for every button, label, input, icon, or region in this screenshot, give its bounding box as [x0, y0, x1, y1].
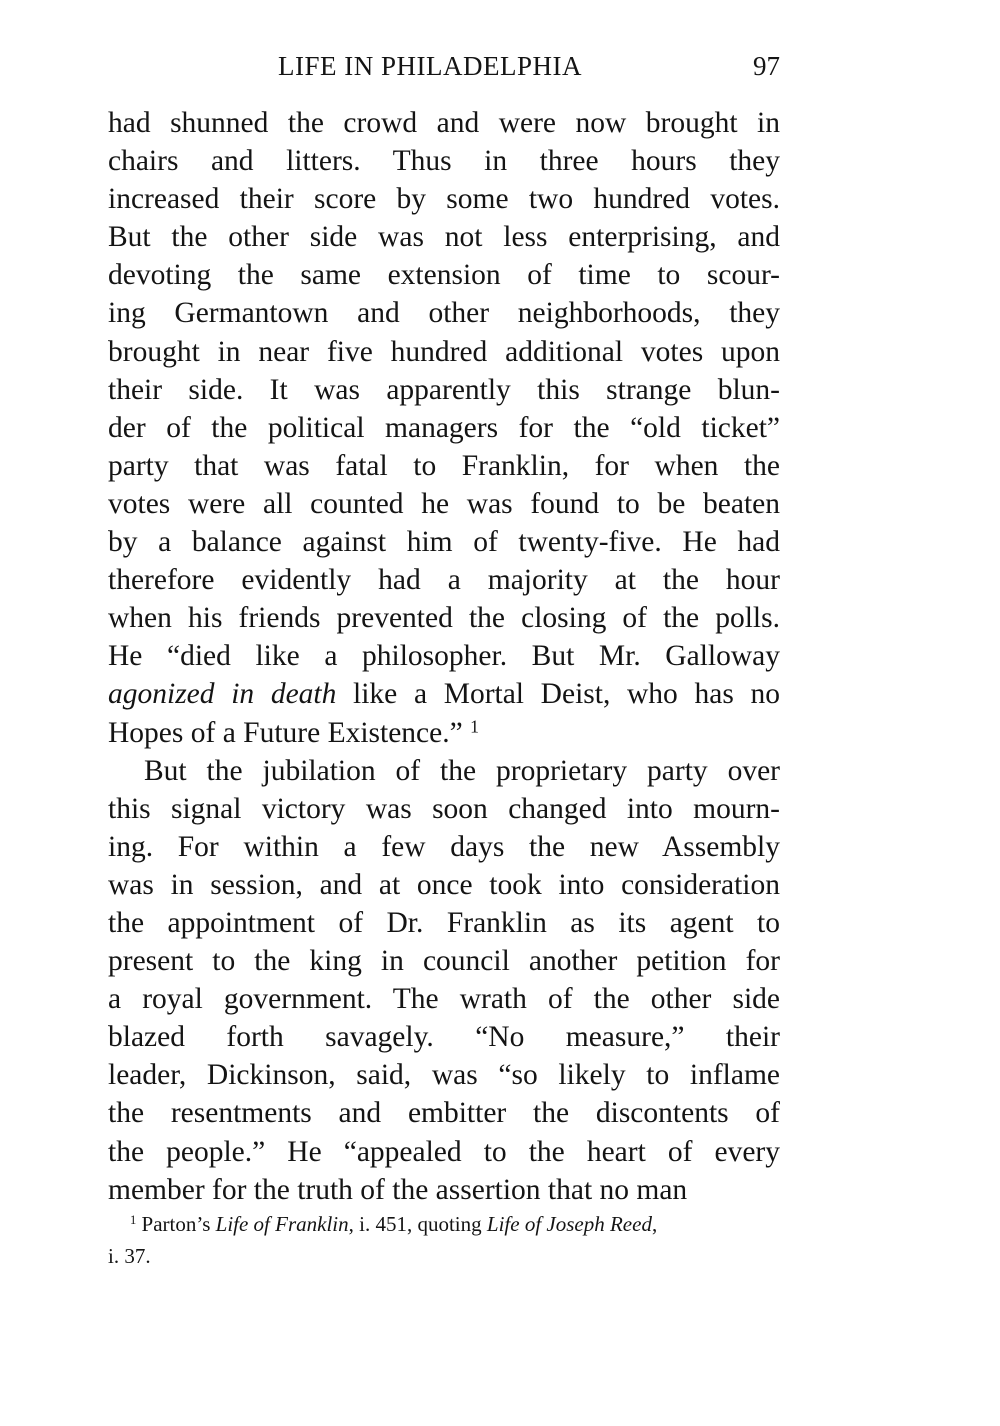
text-fragment: like a Mortal Deist, who has no — [336, 678, 780, 711]
footnote-title: Life of Joseph Reed — [486, 1212, 652, 1236]
text-line: a royal government. The wrath of the other side — [108, 983, 780, 1016]
running-title: LIFE IN PHILADELPHIA — [278, 51, 582, 81]
text-line: devoting the same extension of time to scour- — [108, 259, 780, 292]
footnote-line — [108, 1208, 780, 1240]
text-line: had shunned the crowd and were now brought in — [108, 107, 780, 139]
footnote-line: i. 37. — [108, 1244, 151, 1268]
text-line: blazed forth savagely. “No measure,” their — [108, 1021, 780, 1054]
text-line: the resentments and embitter the discontents of — [108, 1097, 780, 1130]
body-text — [108, 104, 780, 1209]
text-line: increased their score by some two hundred votes. — [108, 183, 780, 216]
text-line-with-italic — [108, 675, 780, 713]
footnote-title: Life of Franklin — [215, 1212, 349, 1236]
text-line: brought in near five hundred additional votes upon — [108, 335, 780, 368]
text-line: present to the king in council another petition for — [108, 945, 780, 978]
text-line: But the other side was not less enterprising, and — [108, 221, 780, 254]
footnote-text: Parton’s — [136, 1212, 216, 1236]
paragraph-end-line — [108, 714, 780, 752]
footnote-text: , i. 451, quoting — [348, 1212, 487, 1236]
footnote-marker: 1 — [130, 1213, 137, 1228]
text-line: when his friends prevented the closing of the polls. — [108, 602, 780, 635]
text-fragment: Hopes of a Future Existence.” — [108, 716, 463, 749]
text-line: their side. It was apparently this strange blun- — [108, 373, 780, 406]
text-line: chairs and litters. Thus in three hours they — [108, 145, 780, 178]
page-number: 97 — [753, 51, 780, 81]
text-line: the appointment of Dr. Franklin as its agent to — [108, 906, 780, 939]
footnote-text: , — [651, 1212, 658, 1236]
text-line: member for the truth of the assertion that no man — [108, 1173, 688, 1206]
text-line: the people.” He “appealed to the heart of every — [108, 1135, 780, 1168]
text-line: ing Germantown and other neighborhoods, they — [108, 297, 780, 330]
text-line: party that was fatal to Franklin, for when the — [108, 449, 780, 482]
text-line: by a balance against him of twenty-five. He had — [108, 526, 780, 559]
text-line: But the jubilation of the proprietary party over — [144, 754, 780, 787]
footnote-reference[interactable]: 1 — [470, 715, 479, 736]
text-line: leader, Dickinson, said, was “so likely to inflame — [108, 1059, 780, 1092]
text-line: votes were all counted he was found to be beaten — [108, 487, 780, 520]
italic-phrase: agonized in death — [108, 678, 337, 711]
text-line: was in session, and at once took into consideration — [108, 868, 780, 901]
text-line: der of the political managers for the “old ticket” — [108, 411, 780, 444]
text-line: ing. For within a few days the new Assembly — [108, 830, 780, 863]
text-line: therefore evidently had a majority at the hour — [108, 564, 780, 597]
text-line: this signal victory was soon changed into mourn- — [108, 792, 780, 825]
text-line: He “died like a philosopher. But Mr. Galloway — [108, 640, 780, 673]
footnote — [108, 1208, 780, 1272]
